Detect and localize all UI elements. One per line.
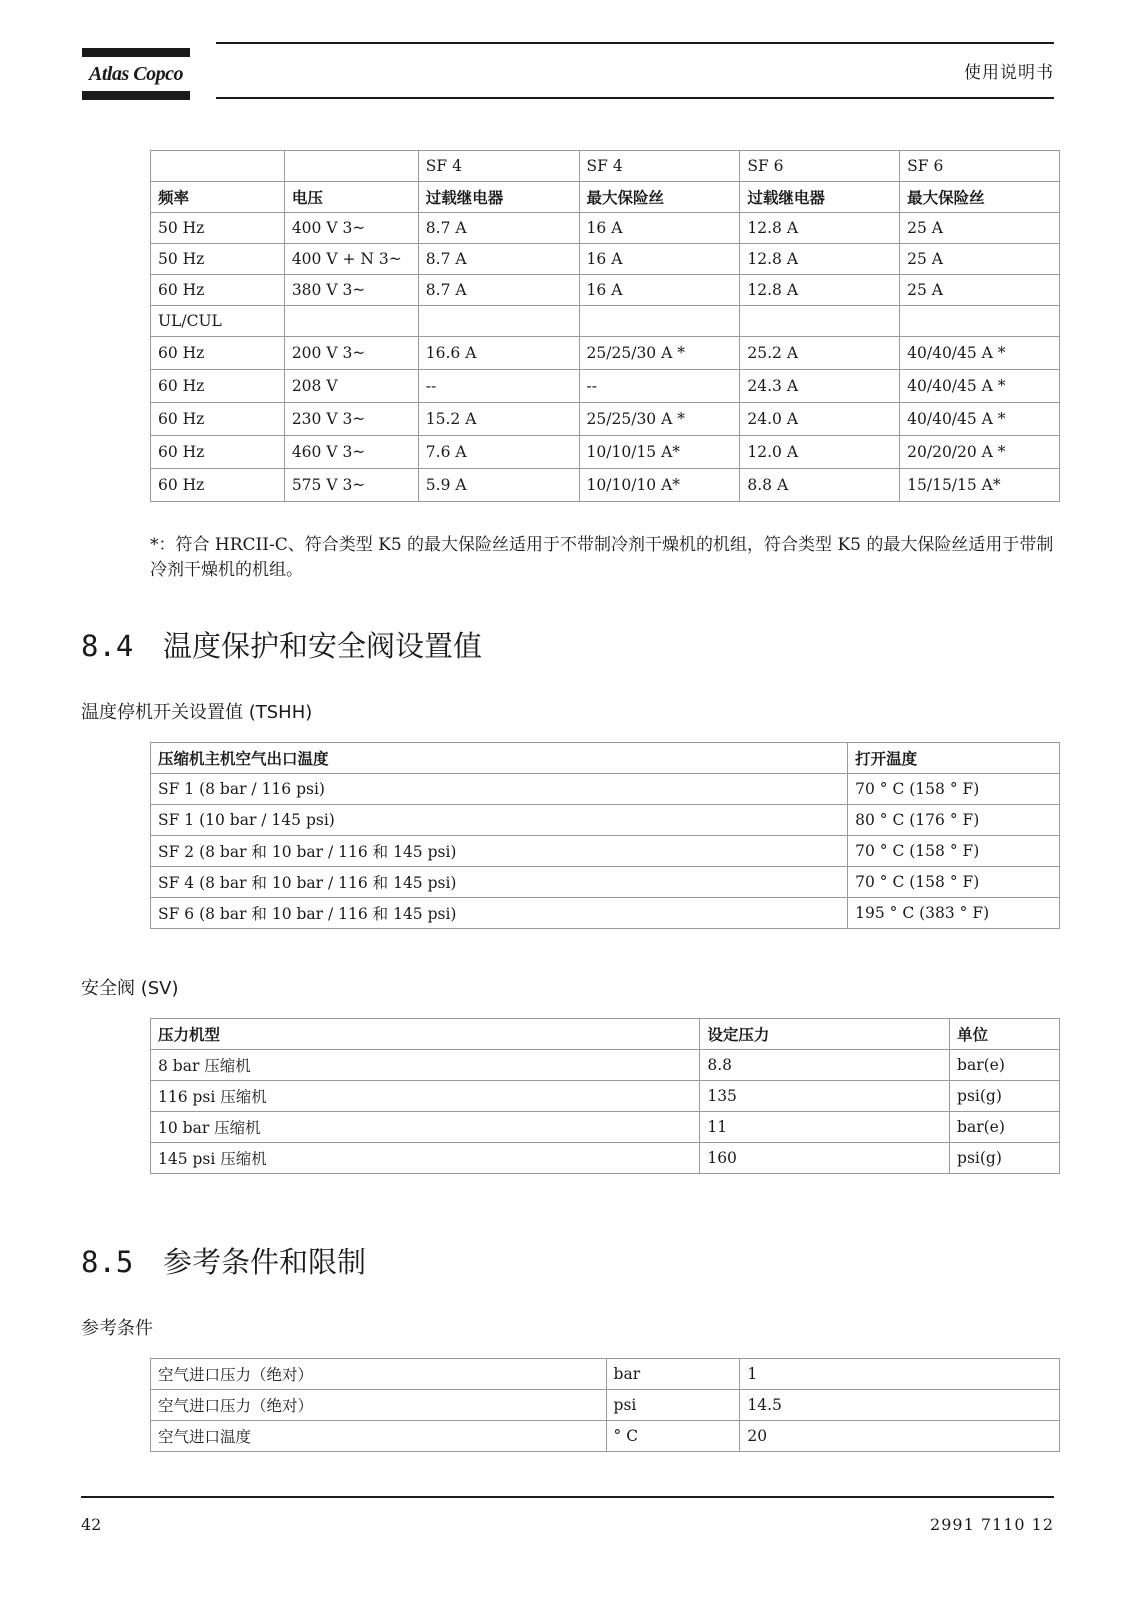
table-row	[151, 244, 1060, 275]
table-cell: 24.0 A	[740, 403, 900, 436]
table-cell: 14.5	[740, 1390, 1060, 1421]
table-cell: 空气进口压力（绝对）	[151, 1359, 607, 1390]
tshh-header-row	[151, 743, 1060, 774]
table-row	[151, 469, 1060, 502]
table-cell: 8.8	[700, 1050, 950, 1081]
table-header-cell: 单位	[950, 1019, 1060, 1050]
table-row	[151, 1081, 1060, 1112]
table-cell: 8.7 A	[418, 244, 579, 275]
table-cell: 8.7 A	[418, 275, 579, 306]
table-cell: 15/15/15 A*	[900, 469, 1060, 502]
section-8-5-heading	[81, 1240, 366, 1281]
table-cell: 8.8 A	[740, 469, 900, 502]
table-header-cell: 压缩机主机空气出口温度	[151, 743, 848, 774]
table-cell: 15.2 A	[418, 403, 579, 436]
table-cell: 116 psi 压缩机	[151, 1081, 700, 1112]
table-cell: 空气进口温度	[151, 1421, 607, 1452]
fuse-header-cell: SF 6	[900, 151, 1060, 182]
table-cell: bar(e)	[950, 1050, 1060, 1081]
table-cell: 70 ° C (158 ° F)	[848, 836, 1060, 867]
table-row	[151, 867, 1060, 898]
fuse-header-cell: 过载继电器	[418, 182, 579, 213]
atlas-copco-logo	[82, 48, 190, 100]
table-cell: --	[418, 370, 579, 403]
table-cell: 135	[700, 1081, 950, 1112]
table-cell: 145 psi 压缩机	[151, 1143, 700, 1174]
table-cell: 60 Hz	[151, 337, 285, 370]
table-cell: 25.2 A	[740, 337, 900, 370]
fuse-header-row-model	[151, 151, 1060, 182]
document-number: 2991 7110 12	[930, 1515, 1054, 1534]
table-cell: bar	[606, 1359, 740, 1390]
table-cell: 380 V 3~	[284, 275, 418, 306]
table-cell: 60 Hz	[151, 370, 285, 403]
table-cell: 40/40/45 A *	[900, 370, 1060, 403]
fuse-header-cell: SF 4	[579, 151, 740, 182]
table-cell: 10/10/10 A*	[579, 469, 740, 502]
table-cell: 200 V 3~	[284, 337, 418, 370]
sv-header-row	[151, 1019, 1060, 1050]
table-cell: 400 V + N 3~	[284, 244, 418, 275]
section-title: 温度保护和安全阀设置值	[163, 629, 483, 663]
table-cell: 10/10/15 A*	[579, 436, 740, 469]
table-row	[151, 306, 1060, 337]
section-title: 参考条件和限制	[163, 1245, 367, 1279]
fuse-table-body	[151, 151, 1060, 502]
table-cell: 25 A	[900, 244, 1060, 275]
table-cell: 160	[700, 1143, 950, 1174]
table-cell: 70 ° C (158 ° F)	[848, 774, 1060, 805]
table-cell: 230 V 3~	[284, 403, 418, 436]
fuse-header-cell	[151, 151, 285, 182]
table-cell	[579, 306, 740, 337]
logo-wordmark: Atlas Copco	[89, 63, 183, 85]
table-cell: psi(g)	[950, 1081, 1060, 1112]
table-row	[151, 1390, 1060, 1421]
table-cell: 16.6 A	[418, 337, 579, 370]
footer-rule	[81, 1496, 1054, 1498]
logo-top-bar	[82, 48, 190, 57]
table-cell: 24.3 A	[740, 370, 900, 403]
section-number: 8.5	[81, 1245, 134, 1279]
table-cell: 208 V	[284, 370, 418, 403]
table-cell: 575 V 3~	[284, 469, 418, 502]
table-cell: SF 6 (8 bar 和 10 bar / 116 和 145 psi)	[151, 898, 848, 929]
header-top-rule	[216, 42, 1054, 44]
table-cell: 60 Hz	[151, 275, 285, 306]
table-cell: 8.7 A	[418, 213, 579, 244]
table-cell: 11	[700, 1112, 950, 1143]
table-cell: ° C	[606, 1421, 740, 1452]
table-cell: 10 bar 压缩机	[151, 1112, 700, 1143]
section-8-4-heading	[81, 624, 482, 665]
fuse-header-cell: SF 4	[418, 151, 579, 182]
tshh-table	[150, 742, 1060, 929]
table-row	[151, 1359, 1060, 1390]
fuse-footnote: *：符合 HRCII-C、符合类型 K5 的最大保险丝适用于不带制冷剂干燥机的机组，符合类型 K5 的最大保险丝适用于带制冷剂干燥机的机组。	[150, 535, 1054, 580]
table-cell: --	[579, 370, 740, 403]
table-cell: 25/25/30 A *	[579, 403, 740, 436]
table-cell: SF 1 (8 bar / 116 psi)	[151, 774, 848, 805]
table-cell	[418, 306, 579, 337]
fuse-header-cell: 最大保险丝	[579, 182, 740, 213]
sv-subheading: 安全阀 (SV)	[81, 978, 179, 999]
reference-subheading: 参考条件	[81, 1318, 153, 1339]
table-cell: 12.8 A	[740, 213, 900, 244]
table-row	[151, 774, 1060, 805]
table-cell: 40/40/45 A *	[900, 403, 1060, 436]
reference-table	[150, 1358, 1060, 1452]
table-cell: 50 Hz	[151, 213, 285, 244]
tshh-subheading: 温度停机开关设置值 (TSHH)	[81, 702, 313, 723]
table-cell: SF 2 (8 bar 和 10 bar / 116 和 145 psi)	[151, 836, 848, 867]
table-cell	[900, 306, 1060, 337]
table-cell: 460 V 3~	[284, 436, 418, 469]
document-title: 使用说明书	[964, 63, 1054, 83]
table-cell: 50 Hz	[151, 244, 285, 275]
fuse-table	[150, 150, 1060, 502]
table-cell: 60 Hz	[151, 403, 285, 436]
table-cell: 25/25/30 A *	[579, 337, 740, 370]
table-cell: 16 A	[579, 244, 740, 275]
table-cell: UL/CUL	[151, 306, 285, 337]
logo-bottom-bar	[82, 91, 190, 100]
table-cell: 400 V 3~	[284, 213, 418, 244]
table-cell: 195 ° C (383 ° F)	[848, 898, 1060, 929]
table-cell: 12.8 A	[740, 275, 900, 306]
table-cell: SF 4 (8 bar 和 10 bar / 116 和 145 psi)	[151, 867, 848, 898]
table-cell: 1	[740, 1359, 1060, 1390]
fuse-header-cell: 频率	[151, 182, 285, 213]
table-row	[151, 213, 1060, 244]
table-row	[151, 898, 1060, 929]
table-cell: 16 A	[579, 275, 740, 306]
fuse-header-cell: 最大保险丝	[900, 182, 1060, 213]
table-row	[151, 337, 1060, 370]
table-cell: psi	[606, 1390, 740, 1421]
section-number: 8.4	[81, 629, 134, 663]
page-number: 42	[81, 1515, 102, 1534]
table-cell: 20	[740, 1421, 1060, 1452]
fuse-header-cell	[284, 151, 418, 182]
table-cell: 7.6 A	[418, 436, 579, 469]
table-row	[151, 1143, 1060, 1174]
fuse-header-cell: SF 6	[740, 151, 900, 182]
table-header-cell: 打开温度	[848, 743, 1060, 774]
table-cell: 12.8 A	[740, 244, 900, 275]
table-row	[151, 275, 1060, 306]
table-cell	[740, 306, 900, 337]
table-cell: 70 ° C (158 ° F)	[848, 867, 1060, 898]
table-cell: 5.9 A	[418, 469, 579, 502]
fuse-header-row-labels	[151, 182, 1060, 213]
table-row	[151, 1050, 1060, 1081]
sv-table	[150, 1018, 1060, 1174]
table-cell: 20/20/20 A *	[900, 436, 1060, 469]
fuse-header-cell: 过载继电器	[740, 182, 900, 213]
table-cell: 25 A	[900, 213, 1060, 244]
header-bottom-rule	[216, 97, 1054, 99]
table-cell: 80 ° C (176 ° F)	[848, 805, 1060, 836]
table-row	[151, 1421, 1060, 1452]
table-cell: 16 A	[579, 213, 740, 244]
table-cell: 40/40/45 A *	[900, 337, 1060, 370]
fuse-header-cell: 电压	[284, 182, 418, 213]
table-header-cell: 设定压力	[700, 1019, 950, 1050]
table-cell: 25 A	[900, 275, 1060, 306]
table-row	[151, 436, 1060, 469]
table-cell: SF 1 (10 bar / 145 psi)	[151, 805, 848, 836]
table-row	[151, 836, 1060, 867]
table-row	[151, 370, 1060, 403]
table-cell: psi(g)	[950, 1143, 1060, 1174]
table-cell: 空气进口压力（绝对）	[151, 1390, 607, 1421]
table-cell: 8 bar 压缩机	[151, 1050, 700, 1081]
table-header-cell: 压力机型	[151, 1019, 700, 1050]
table-row	[151, 403, 1060, 436]
table-cell: bar(e)	[950, 1112, 1060, 1143]
table-cell: 60 Hz	[151, 469, 285, 502]
table-row	[151, 1112, 1060, 1143]
table-row	[151, 805, 1060, 836]
table-cell: 12.0 A	[740, 436, 900, 469]
table-cell	[284, 306, 418, 337]
table-cell: 60 Hz	[151, 436, 285, 469]
